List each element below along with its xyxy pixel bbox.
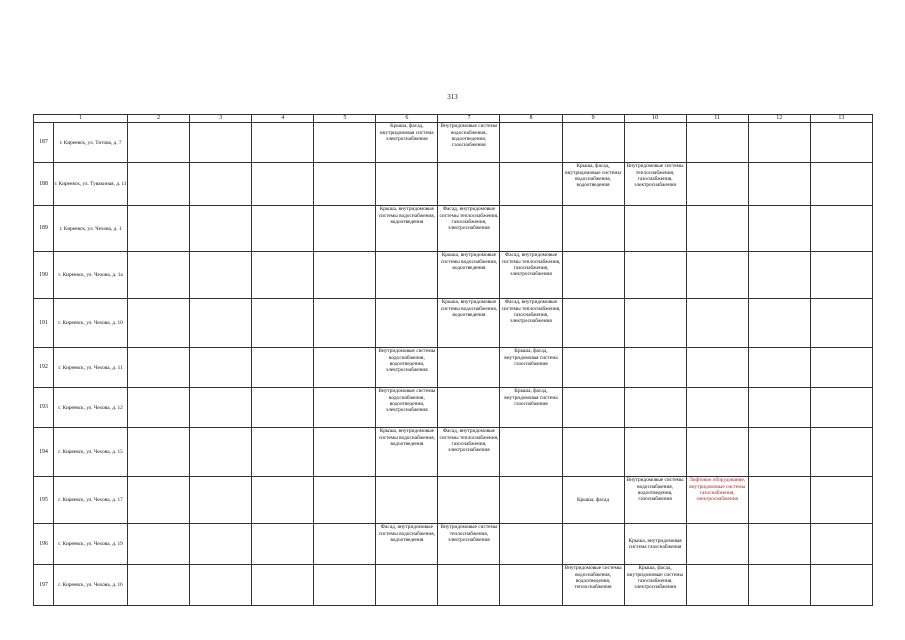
empty-cell: [748, 206, 810, 252]
empty-cell: [562, 348, 624, 388]
empty-cell: [128, 565, 190, 606]
work-cell: Фасад, внутридомовые системы теплоснабжения, газоснабжения, электроснабжения: [438, 206, 500, 252]
empty-cell: [748, 388, 810, 428]
empty-cell: [190, 477, 252, 524]
empty-cell: [562, 299, 624, 348]
work-cell: Лифтовое оборудование, внутридомовые системы газоснабжения, электроснабжения: [686, 477, 748, 524]
empty-cell: [252, 299, 314, 348]
empty-cell: [190, 206, 252, 252]
empty-cell: [810, 524, 872, 565]
empty-cell: [810, 565, 872, 606]
empty-cell: [810, 252, 872, 299]
empty-cell: [748, 123, 810, 163]
address-cell: г. Киреевск, ул. Чехова, д. 1: [54, 206, 128, 252]
work-cell: Крыша, фасад, внутридомовые системы газоснабжения, электроснабжения: [624, 565, 686, 606]
work-cell: Крыша, фасад, внутридомовая система электроснабжения: [376, 123, 438, 163]
empty-cell: [252, 388, 314, 428]
empty-cell: [562, 206, 624, 252]
empty-cell: [438, 163, 500, 206]
empty-cell: [190, 565, 252, 606]
empty-cell: [190, 252, 252, 299]
empty-cell: [624, 206, 686, 252]
empty-cell: [314, 477, 376, 524]
column-header: 9: [562, 115, 624, 123]
empty-cell: [624, 252, 686, 299]
empty-cell: [190, 348, 252, 388]
work-cell: Крыша, внутридомовые системы водоснабжения, водоотведения: [438, 252, 500, 299]
empty-cell: [500, 206, 562, 252]
work-cell: Внутридомовые системы водоснабжения, водоотведения, электроснабжения: [376, 348, 438, 388]
empty-cell: [190, 299, 252, 348]
empty-cell: [810, 477, 872, 524]
empty-cell: [748, 428, 810, 477]
empty-cell: [686, 123, 748, 163]
table-row: [34, 388, 873, 428]
empty-cell: [376, 252, 438, 299]
column-header: 1: [34, 115, 128, 123]
empty-cell: [562, 252, 624, 299]
work-cell: Фасад, внутридомовые системы теплоснабжения, газоснабжения, электроснабжения: [500, 299, 562, 348]
address-cell: г. Киреевск, ул. Тувакиная, д. 11: [54, 163, 128, 206]
column-header: 10: [624, 115, 686, 123]
row-number: 192: [34, 348, 54, 388]
empty-cell: [686, 348, 748, 388]
empty-cell: [748, 348, 810, 388]
empty-cell: [686, 388, 748, 428]
empty-cell: [438, 388, 500, 428]
address-cell: г. Киреевск, ул. Чехова, д. 11: [54, 348, 128, 388]
column-header: 13: [810, 115, 872, 123]
table-row: [34, 477, 873, 524]
work-cell: Крыша, фасад, внутридомовая система газоснабжения: [500, 388, 562, 428]
empty-cell: [128, 252, 190, 299]
empty-cell: [624, 123, 686, 163]
empty-cell: [252, 123, 314, 163]
table-row: [34, 524, 873, 565]
address-cell: г. Киреевск, ул. Чехова, д. 12: [54, 388, 128, 428]
address-cell: г. Киреевск, ул. Чехова, д. 1а: [54, 252, 128, 299]
empty-cell: [314, 299, 376, 348]
work-cell: Крыша, внутридомовая система газоснабжения: [624, 524, 686, 565]
empty-cell: [500, 123, 562, 163]
empty-cell: [686, 299, 748, 348]
empty-cell: [686, 252, 748, 299]
column-header: 5: [314, 115, 376, 123]
empty-cell: [128, 477, 190, 524]
empty-cell: [128, 428, 190, 477]
row-number: 187: [34, 123, 54, 163]
header-row: [34, 115, 873, 123]
empty-cell: [376, 163, 438, 206]
row-number: 195: [34, 477, 54, 524]
empty-cell: [562, 123, 624, 163]
empty-cell: [810, 299, 872, 348]
row-number: 196: [34, 524, 54, 565]
empty-cell: [190, 428, 252, 477]
empty-cell: [128, 299, 190, 348]
empty-cell: [376, 477, 438, 524]
empty-cell: [314, 348, 376, 388]
empty-cell: [500, 163, 562, 206]
row-number: 188: [34, 163, 54, 206]
work-cell: Фасад, внутридомовые системы водоснабжения, водоотведения: [376, 524, 438, 565]
empty-cell: [686, 163, 748, 206]
address-cell: г. Киреевск, ул. Чехова, д. 15: [54, 428, 128, 477]
work-cell: Крыша, внутридомовые системы водоснабжения, водоотведения: [376, 428, 438, 477]
empty-cell: [748, 524, 810, 565]
row-number: 189: [34, 206, 54, 252]
empty-cell: [314, 252, 376, 299]
empty-cell: [314, 206, 376, 252]
table-row: [34, 206, 873, 252]
empty-cell: [810, 163, 872, 206]
table-row: [34, 565, 873, 606]
empty-cell: [438, 477, 500, 524]
empty-cell: [686, 565, 748, 606]
empty-cell: [748, 477, 810, 524]
capital-repair-table: [33, 114, 873, 606]
row-number: 197: [34, 565, 54, 606]
address-cell: г. Киреевск, ул. Чехова, д. 17: [54, 477, 128, 524]
work-cell: Крыша, фасад, внутридомовая система газоснабжения: [500, 348, 562, 388]
empty-cell: [500, 477, 562, 524]
page-number: 313: [447, 93, 458, 101]
column-header: 2: [128, 115, 190, 123]
work-cell: Внутридомовые системы теплоснабжения, электроснабжения: [438, 524, 500, 565]
empty-cell: [624, 348, 686, 388]
empty-cell: [314, 565, 376, 606]
empty-cell: [810, 123, 872, 163]
empty-cell: [438, 348, 500, 388]
empty-cell: [252, 348, 314, 388]
empty-cell: [190, 123, 252, 163]
empty-cell: [810, 206, 872, 252]
empty-cell: [128, 163, 190, 206]
empty-cell: [314, 163, 376, 206]
empty-cell: [252, 163, 314, 206]
empty-cell: [438, 565, 500, 606]
table-row: [34, 299, 873, 348]
work-cell: Крыша, фасад: [562, 477, 624, 524]
work-cell: Крыша, фасад, внутридомовые системы водоснабжения, водоотведения: [562, 163, 624, 206]
empty-cell: [748, 163, 810, 206]
empty-cell: [562, 428, 624, 477]
table-row: [34, 428, 873, 477]
empty-cell: [624, 388, 686, 428]
empty-cell: [624, 428, 686, 477]
column-header: 3: [190, 115, 252, 123]
address-cell: г. Киреевск, ул. Чехова, д. 10: [54, 299, 128, 348]
address-cell: г. Киреевск, ул. Титова, д. 7: [54, 123, 128, 163]
empty-cell: [562, 388, 624, 428]
empty-cell: [128, 524, 190, 565]
empty-cell: [748, 565, 810, 606]
empty-cell: [810, 348, 872, 388]
table-row: [34, 123, 873, 163]
empty-cell: [686, 206, 748, 252]
empty-cell: [128, 206, 190, 252]
address-cell: г. Киреевск, ул. Чехова, д. 19: [54, 524, 128, 565]
empty-cell: [686, 428, 748, 477]
work-cell: Внутридомовые системы водоснабжения, водоотведения, газоснабжения: [624, 477, 686, 524]
empty-cell: [128, 388, 190, 428]
work-cell: Внутридомовые системы водоснабжения, водоотведения, газоснабжения: [438, 123, 500, 163]
empty-cell: [314, 524, 376, 565]
empty-cell: [190, 524, 252, 565]
empty-cell: [500, 565, 562, 606]
address-cell: г. Киреевск, ул. Чехова, д. 16: [54, 565, 128, 606]
table-row: [34, 163, 873, 206]
row-number: 191: [34, 299, 54, 348]
work-cell: Внутридомовые системы теплоснабжения, газоснабжения, электроснабжения: [624, 163, 686, 206]
work-cell: Внутридомовые системы водоснабжения, водоотведения, электроснабжения: [376, 388, 438, 428]
column-header: 4: [252, 115, 314, 123]
column-header: 7: [438, 115, 500, 123]
empty-cell: [314, 428, 376, 477]
row-number: 194: [34, 428, 54, 477]
empty-cell: [376, 565, 438, 606]
empty-cell: [624, 299, 686, 348]
table-row: [34, 348, 873, 388]
empty-cell: [128, 348, 190, 388]
column-header: 8: [500, 115, 562, 123]
empty-cell: [562, 524, 624, 565]
empty-cell: [748, 252, 810, 299]
empty-cell: [314, 123, 376, 163]
empty-cell: [190, 163, 252, 206]
column-header: 11: [686, 115, 748, 123]
column-header: 6: [376, 115, 438, 123]
empty-cell: [314, 388, 376, 428]
empty-cell: [376, 299, 438, 348]
empty-cell: [252, 477, 314, 524]
empty-cell: [252, 428, 314, 477]
work-cell: Фасад, внутридомовые системы теплоснабжения, газоснабжения, электроснабжения: [500, 252, 562, 299]
empty-cell: [252, 565, 314, 606]
empty-cell: [128, 123, 190, 163]
empty-cell: [252, 206, 314, 252]
empty-cell: [252, 252, 314, 299]
empty-cell: [810, 388, 872, 428]
work-cell: Фасад, внутридомовые системы теплоснабжения, газоснабжения, электроснабжения: [438, 428, 500, 477]
empty-cell: [190, 388, 252, 428]
empty-cell: [748, 299, 810, 348]
empty-cell: [686, 524, 748, 565]
row-number: 190: [34, 252, 54, 299]
work-cell: Крыша, внутридомовые системы водоснабжения, водоотведения: [376, 206, 438, 252]
empty-cell: [500, 428, 562, 477]
empty-cell: [810, 428, 872, 477]
empty-cell: [252, 524, 314, 565]
table-row: [34, 252, 873, 299]
empty-cell: [500, 524, 562, 565]
column-header: 12: [748, 115, 810, 123]
work-cell: Внутридомовые системы водоснабжения, водоотведения, теплоснабжения: [562, 565, 624, 606]
row-number: 193: [34, 388, 54, 428]
work-cell: Крыша, внутридомовые системы водоснабжения, водоотведения: [438, 299, 500, 348]
